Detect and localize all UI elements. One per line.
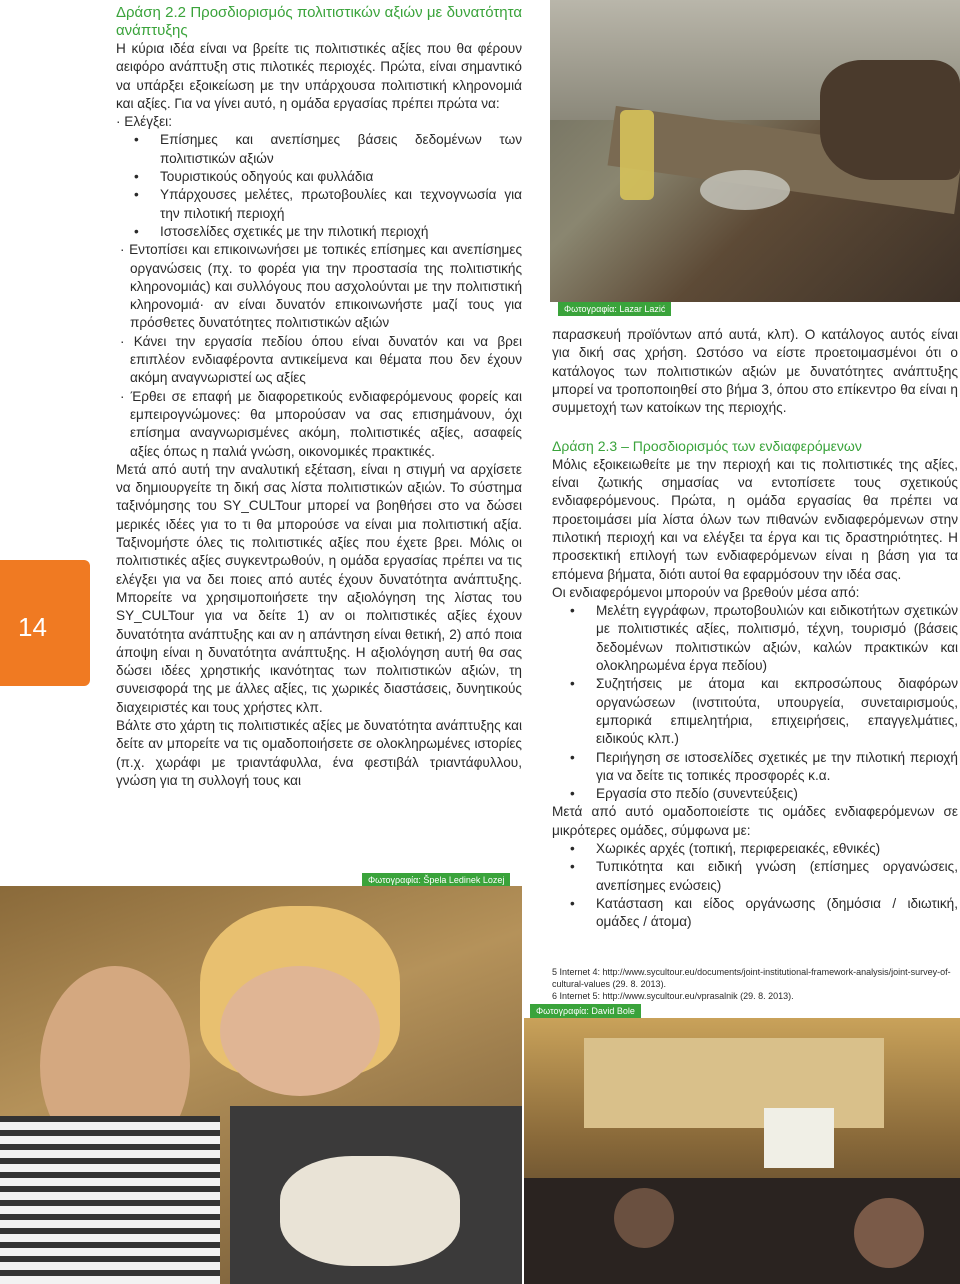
photo-meeting [524,1018,960,1284]
body-paragraph: Μετά από αυτό ομαδοποιείστε τις ομάδες ενδιαφερόμενων σε μικρότερες ομάδες, σύμφωνα με: [552,804,958,838]
check-list [116,131,522,241]
list-item: • Κατάσταση και είδος οργάνωσης (δημόσια / ιδιωτική, ομάδες / άτομα) [552,895,958,932]
task-item: · Έρθει σε επαφή με διαφορετικούς ενδιαφερόμενους φορείς και εμπειρογνώμονες: θα μπορούσαν να σας επισημάνουν, όχι επίσημα αναγνωρισμένες ακόμη, πολιτιστικές αξίες, ασαφείς αξίες όπως η παλιά γνώση, οικονομικές πρακτικές. [120,388,522,459]
footnote: 5 Internet 4: http://www.sycultour.eu/documents/joint-institutional-framework-analysis/joint-survey-of-cultural-values (29. 8. 2013). [552,967,951,989]
body-paragraph: Μόλις εξοικειωθείτε με την περιοχή και τις πολιτιστικές της αξίες, είναι ζωτικής σημασίας να εντοπίσετε τους σχετικούς ενδιαφερόμενους. Πρώτα, η ομάδα εργασίας θα πρέπει να προετοιμάσει μία λίστα όλων των πιθανών ενδιαφερόμενων στην πιλοτική περιοχή και να ελέγξει τα έργα και τις δραστηριότητες. Η προσεκτική επιλογή των ενδιαφερόμενων είναι η βάση για τα επόμενα βήματα, διότι αυτοί θα εφαρμόσουν την ιδέα σας. [552,456,958,582]
footnote: 6 Internet 5: http://www.sycultour.eu/vprasalnik (29. 8. 2013). [552,991,794,1001]
photo-bench-bottle [550,0,960,302]
list-item: • Τυπικότητα και ειδική γνώση (επίσημες οργανώσεις, ανεπίσημες ενώσεις) [552,858,958,895]
right-column [552,326,958,932]
sources-list [552,602,958,803]
list-item: • Τουριστικούς οδηγούς και φυλλάδια [116,168,522,186]
list-item: • Συζητήσεις με άτομα και εκπροσώπους διαφόρων οργανώσεων (ινστιτούτα, υπουργεία, συνεταιρισμούς, εμπορικά επιμελητήρια, επιχειρήσεις, επαγγελμάτιες, ειδικούς κλπ.) [552,675,958,748]
section-heading-2-3: Δράση 2.3 – Προσδιορισμός των ενδιαφερόμενων [552,438,862,455]
list-item: • Υπάρχουσες μελέτες, πρωτοβουλίες και τεχνογνωσία για την πιλοτική περιοχή [116,186,522,223]
photo-lacemaking [0,886,522,1284]
footnotes [552,966,958,1002]
list-item: • Χωρικές αρχές (τοπική, περιφερειακές, εθνικές) [552,840,958,858]
body-paragraph: Οι ενδιαφερόμενοι μπορούν να βρεθούν μέσα από: [552,584,860,600]
page-number: 14 [18,612,47,642]
check-label: · Ελέγξει: [116,114,172,130]
body-paragraph: Μετά από αυτή την αναλυτική εξέταση, είναι η στιγμή να αρχίσετε να δημιουργείτε τη δική σας λίστα πολιτιστικών αξιών. Το σύστημα ταξινόμησης του SY_CULTour μπορεί να βοηθήσει στο να δώσει μερικές ιδέες για το τι θα μπορούσε να είναι μια πολιτιστική αξία. Ταξινομήστε όλες τις πολιτιστικές αξίες που έχετε βρει. Μόλις οι πολιτιστικές αξίες συγκεντρωθούν, η ομάδα εργασίας πρέπει να τις ελέγξει για να δει ποιες από αυτές έχουν δυνατότητα ανάπτυξης. Μπορείτε να χρησιμοποιήσετε την αξιολόγηση της λίστας του SY_CULTour για να δείτε 1) αν οι πολιτιστικές αξίες έχουν δυνατότητα ανάπτυξης και αν η απάντηση είναι θετική, 2) από ποια άποψη είναι η δυνατότητα ανάπτυξης. Η αξιολόγηση αυτή θα σας δώσει ιδέες χρηστικής ικανότητας των πολιτιστικών αξιών, τη συνεισφορά της με άλλες αξίες, τις χωρικές διαστάσεις, δυνητικούς διαχειριστές και τους χρήστες κλπ. [116,461,522,715]
intro-paragraph: Η κύρια ιδέα είναι να βρείτε τις πολιτιστικές αξίες που θα φέρουν αειφόρο ανάπτυξη στις πιλοτικές περιοχές. Πρώτα, είναι σημαντικό να υπάρξει εξοικείωση με την υπάρχουσα πολιτιστική κληρονομιά και αξίες. Για να γίνει αυτό, η ομάδα εργασίας πρέπει πρώτα να: [116,41,522,111]
section-heading-2-2: Δράση 2.2 Προσδιορισμός πολιτιστικών αξιών με δυνατότητα ανάπτυξης [116,4,522,39]
photo-caption: Φωτογραφία: Lazar Lazić [558,302,671,316]
grouping-list [552,840,958,931]
body-paragraph: Βάλτε στο χάρτη τις πολιτιστικές αξίες με δυνατότητα ανάπτυξης και δείτε αν μπορείτε να τις ομαδοποιήσετε σε ολοκληρωμένες ιστορίες (π.χ. χωράφι με τριαντάφυλλα, ένα φεστιβάλ τριαντάφυλλου, γνώση για τη συλλογή τους και [116,717,522,788]
task-item: · Κάνει την εργασία πεδίου όπου είναι δυνατόν και να βρει επιπλέον ενδιαφέροντα αντικείμενα και θέματα που δεν έχουν ακόμη αναγνωριστεί ως αξίες [120,333,522,386]
photo-caption: Φωτογραφία: David Bole [530,1004,641,1018]
photo-caption: Φωτογραφία: Špela Ledinek Lozej [362,873,510,887]
left-column [116,4,522,790]
list-item: • Επίσημες και ανεπίσημες βάσεις δεδομένων των πολιτιστικών αξιών [116,131,522,168]
list-item: • Μελέτη εγγράφων, πρωτοβουλιών και ειδικοτήτων σχετικών με πολιτιστικές αξίες, πολιτισμό, τέχνη, τουρισμό (βάσεις δεδομένων πολιτιστικών αξιών, καλών πρακτικών και ολοκληρωμένα έργα πεδίου) [552,602,958,675]
list-item: • Εργασία στο πεδίο (συνεντεύξεις) [552,785,958,803]
task-item: · Εντοπίσει και επικοινωνήσει με τοπικές επίσημες και ανεπίσημες οργανώσεις (πχ. το φορέα για την προστασία της πολιτιστικής κληρονομιάς) και συλλόγους που ασχολούνται με την πολιτιστική κληρονομιά· αν είναι δυνατόν επικοινωνήστε μαζί τους για πρόσθετες δυνατότητες πολιτιστικών αξιών [120,242,522,331]
list-item: • Ιστοσελίδες σχετικές με την πιλοτική περιοχή [116,223,522,241]
continued-paragraph: παρασκευή προϊόντων από αυτά, κλπ). Ο κατάλογος αυτός είναι για δική σας χρήση. Ωστόσο να είστε προετοιμασμένοι ότι ο κατάλογος των πολιτιστικών αξιών με δυνατότητες ανάπτυξης μπορεί να τροποποιηθεί στο βήμα 3, όπου στο επίκεντρο θα είναι η συμμετοχή των κατοίκων της περιοχής. [552,327,958,416]
list-item: • Περιήγηση σε ιστοσελίδες σχετικές με την πιλοτική περιοχή για να δείτε τις τοπικές προσφορές κ.α. [552,749,958,786]
